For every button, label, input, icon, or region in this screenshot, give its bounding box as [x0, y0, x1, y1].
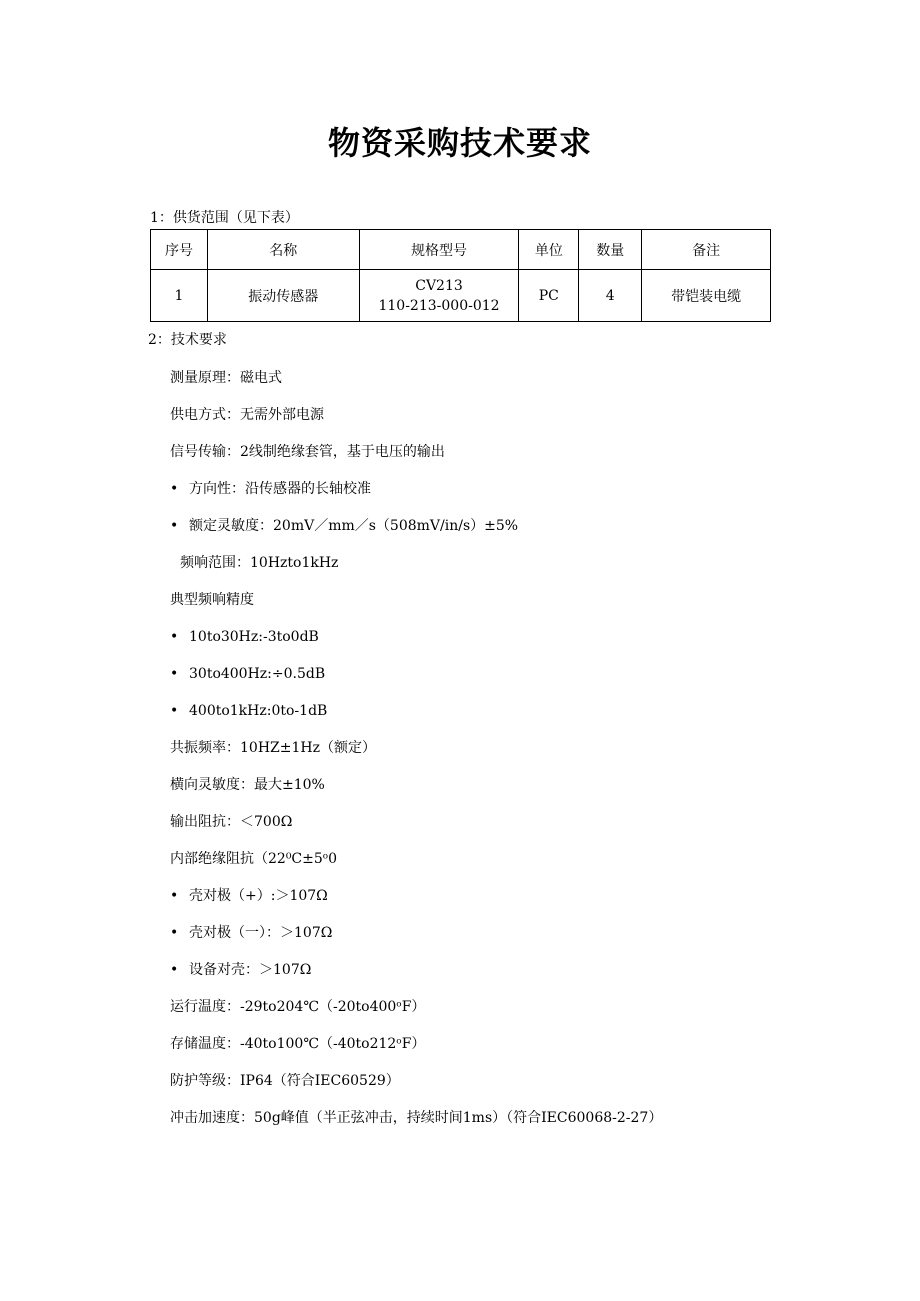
- cell-no: 1: [151, 270, 208, 322]
- bullet-icon: •: [170, 888, 179, 904]
- column-header-name: 名称: [207, 230, 359, 270]
- bullet-icon: •: [170, 629, 179, 645]
- requirement-text: 测量原理：磁电式: [170, 370, 282, 386]
- list-item: [0, 367, 920, 404]
- list-item: [0, 478, 920, 515]
- requirement-text: 频响范围：10Hzto1kHz: [180, 555, 339, 571]
- cell-name: 振动传感器: [207, 270, 359, 322]
- list-item: [0, 626, 920, 663]
- list-item: [0, 1033, 920, 1070]
- list-item: [0, 885, 920, 922]
- list-item: [0, 552, 920, 589]
- list-item: [0, 848, 920, 885]
- requirement-text: 方向性：沿传感器的长轴校准: [189, 481, 371, 497]
- table-row: [151, 270, 771, 322]
- requirement-text: 30to400Hz:÷0.5dB: [189, 666, 326, 682]
- requirement-text: 壳对极（+）:＞107Ω: [189, 888, 328, 904]
- requirement-text: 额定灵敏度：20mV／mm／s（508mV/in/s）±5%: [189, 518, 519, 534]
- requirement-text: 信号传输：2线制绝缘套管，基于电压的输出: [170, 444, 445, 460]
- section-heading-supply-scope: 1：供货范围（见下表）: [150, 210, 299, 226]
- requirement-text: 设备对壳：＞107Ω: [189, 962, 312, 978]
- list-item: [0, 922, 920, 959]
- cell-spec: [359, 270, 519, 322]
- requirement-text: 冲击加速度：50g峰值（半正弦冲击，持续时间1ms）（符合IEC60068-2-27）: [170, 1110, 663, 1126]
- list-item: [0, 441, 920, 478]
- requirement-text: 输出阻抗：＜700Ω: [170, 814, 293, 830]
- requirement-text: 供电方式：无需外部电源: [170, 407, 324, 423]
- list-item: [0, 737, 920, 774]
- cell-remark: 带铠装电缆: [642, 270, 771, 322]
- requirement-text: 运行温度：-29to204℃（-20to400ᵒF）: [170, 999, 426, 1015]
- requirements-list: [0, 367, 920, 1144]
- requirement-text: 10to30Hz:-3to0dB: [189, 629, 319, 645]
- bullet-icon: •: [170, 703, 179, 719]
- requirement-text: 共振频率：10HZ±1Hz（额定）: [170, 740, 376, 756]
- list-item: [0, 700, 920, 737]
- list-item: [0, 811, 920, 848]
- spec-part-number: 110-213-000-012: [378, 297, 500, 314]
- column-header-no: 序号: [151, 230, 208, 270]
- requirement-text: 典型频响精度: [170, 592, 254, 608]
- requirement-text: 存储温度：-40to100℃（-40to212ᵒF）: [170, 1036, 426, 1052]
- list-item: [0, 1107, 920, 1144]
- bullet-icon: •: [170, 518, 179, 534]
- requirement-text: 内部绝缘阻抗（22⁰C±5ᵒ0: [170, 851, 338, 867]
- requirement-text: 壳对极（一）：＞107Ω: [189, 925, 333, 941]
- column-header-spec: 规格型号: [359, 230, 519, 270]
- list-item: [0, 515, 920, 552]
- column-header-unit: 单位: [519, 230, 579, 270]
- list-item: [0, 996, 920, 1033]
- list-item: [0, 774, 920, 811]
- requirement-text: 横向灵敏度：最大±10%: [170, 777, 325, 793]
- cell-unit: PC: [519, 270, 579, 322]
- bullet-icon: •: [170, 962, 179, 978]
- list-item: [0, 1070, 920, 1107]
- supply-table: [150, 229, 771, 322]
- requirement-text: 防护等级：IP64（符合IEC60529）: [170, 1073, 400, 1089]
- bullet-icon: •: [170, 666, 179, 682]
- list-item: [0, 959, 920, 996]
- list-item: [0, 663, 920, 700]
- requirement-text: 400to1kHz:0to-1dB: [189, 703, 328, 719]
- spec-model: CV213: [415, 277, 463, 294]
- column-header-qty: 数量: [579, 230, 642, 270]
- column-header-remark: 备注: [642, 230, 771, 270]
- cell-qty: 4: [579, 270, 642, 322]
- table-header-row: [151, 230, 771, 270]
- page-title: 物资采购技术要求: [327, 124, 592, 162]
- bullet-icon: •: [170, 925, 179, 941]
- section-heading-tech-requirements: 2：技术要求: [148, 332, 227, 348]
- list-item: [0, 589, 920, 626]
- bullet-icon: •: [170, 481, 179, 497]
- list-item: [0, 404, 920, 441]
